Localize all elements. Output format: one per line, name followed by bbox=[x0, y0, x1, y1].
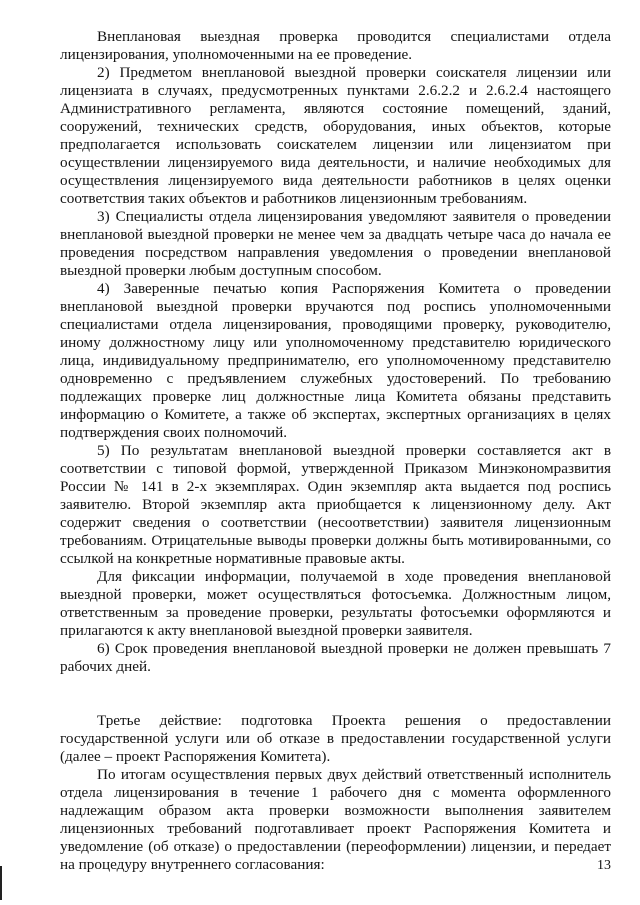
paragraph-item-4-order-copy: 4) Заверенные печатью копия Распоряжения Комитета о проведении внеплановой выездной проверки вручаются под роспись уполномоченными специалистами отдела лицензирования, проводящими проверку, руководителю, иному должностному лицу или уполномоченному представителю юридического лица, индивидуальному предпринимателю, его уполномоченному представителю одновременно с предъявлением служебных удостоверений. По требованию подлежащих проверке лиц должностные лица Комитета обязаны представить информацию о Комитете, а также об экспертах, экспертных организациях в целях подтверждения своих полномочий. bbox=[60, 280, 611, 441]
paragraph-item-6-duration: 6) Срок проведения внеплановой выездной проверки не должен превышать 7 рабочих дней. bbox=[60, 640, 611, 675]
section-gap bbox=[60, 676, 611, 712]
paragraph-item-5-act: 5) По результатам внеплановой выездной проверки составляется акт в соответствии с типовой формой, утвержденной Приказом Минэкономразвития России № 141 в 2-х экземплярах. Один экземпляр акта выдается под роспись заявителю. Второй экземпляр акта приобщается к лицензионному делу. Акт содержит сведения о соответствии (несоответствии) заявителя лицензионным требованиям. Отрицательные выводы проверки должны быть мотивированными, со ссылкой на конкретные нормативные правовые акты. bbox=[60, 442, 611, 567]
paragraph-unplanned-inspection-intro: Внеплановая выездная проверка проводится специалистами отдела лицензирования, уполномоченными на ее проведение. bbox=[60, 28, 611, 63]
paragraph-results-summary: По итогам осуществления первых двух действий ответственный исполнитель отдела лицензирования в течение 1 рабочего дня с момента оформленного надлежащим образом акта проверки возможности выполнения заявителем лицензионных требований подготавливает проект Распоряжения Комитета и уведомление (об отказе) о предоставлении (переоформлении) лицензии, и передает на процедуру внутреннего согласования: bbox=[60, 766, 611, 873]
scan-edge-mark bbox=[0, 866, 2, 900]
paragraph-item-3-notification: 3) Специалисты отдела лицензирования уведомляют заявителя о проведении внеплановой выездной проверки не менее чем за двадцать четыре часа до начала ее проведения посредством направления уведомления о проведении внеплановой выездной проверки любым доступным способом. bbox=[60, 208, 611, 279]
paragraph-photo-recording: Для фиксации информации, получаемой в ходе проведения внеплановой выездной проверки, может осуществляться фотосъемка. Должностным лицом, ответственным за проведение проверки, результаты фотосъемки оформляются и прилагаются к акту внеплановой выездной проверки заявителя. bbox=[60, 568, 611, 639]
page-number: 13 bbox=[597, 858, 611, 873]
paragraph-third-action: Третье действие: подготовка Проекта решения о предоставлении государственной услуги или об отказе в предоставлении государственной услуги (далее – проект Распоряжения Комитета). bbox=[60, 712, 611, 765]
paragraph-item-2-subject: 2) Предметом внеплановой выездной проверки соискателя лицензии или лицензиата в случаях, предусмотренных пунктами 2.6.2.2 и 2.6.2.4 настоящего Административного регламента, являются состояние помещений, зданий, сооружений, технических средств, оборудования, иных объектов, которые предполагается использовать соискателем лицензии или лицензиатом при осуществлении лицензируемого вида деятельности, и наличие необходимых для осуществления лицензируемого вида деятельности работников в целях оценки соответствия таких объектов и работников лицензионным требованиям. bbox=[60, 64, 611, 207]
